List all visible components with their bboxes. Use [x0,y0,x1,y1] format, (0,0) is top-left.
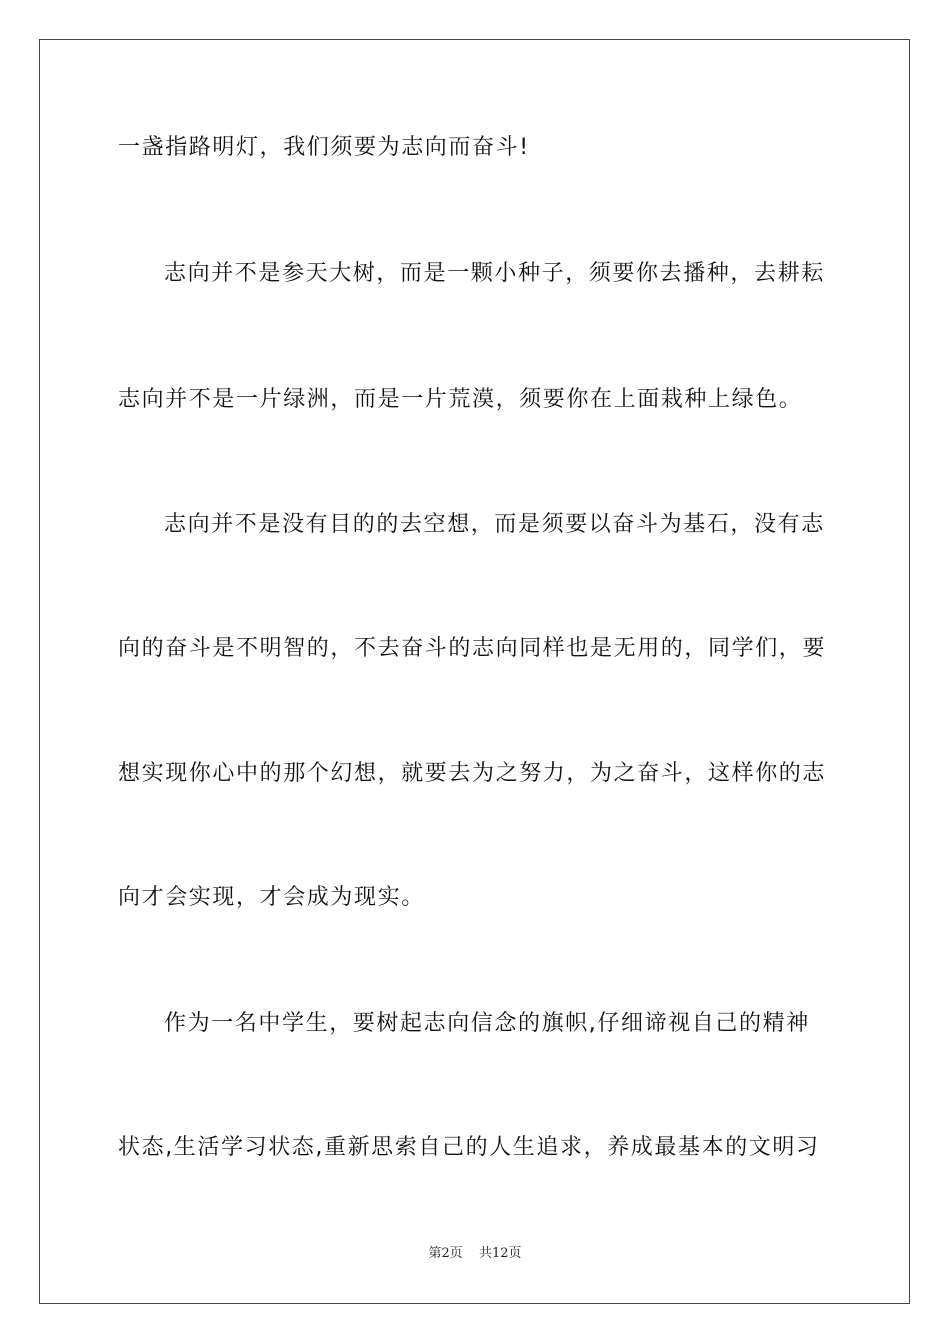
page-footer [0,1245,950,1263]
page-total: 共12页 [478,1246,522,1261]
text-line: 想实现你心中的那个幻想，就要去为之努力，为之奋斗，这样你的志 [118,761,827,786]
text-line: 状态,生活学习状态,重新思索自己的人生追求，养成最基本的文明习 [118,1135,820,1160]
page-number: 第2页 [428,1246,463,1261]
text-line: 一盏指路明灯，我们须要为志向而奋斗! [118,135,530,160]
text-line: 作为一名中学生，要树起志向信念的旗帜,仔细谛视自己的精神 [164,1011,810,1036]
text-line: 向才会实现，才会成为现实。 [118,885,425,910]
text-line: 志向并不是没有目的的去空想，而是须要以奋斗为基石，没有志 [164,512,825,537]
page-border [39,39,910,1304]
text-line: 志向并不是参天大树，而是一颗小种子，须要你去播种，去耕耘 [164,261,825,286]
text-line: 向的奋斗是不明智的，不去奋斗的志向同样也是无用的，同学们，要 [118,636,827,661]
text-line: 志向并不是一片绿洲，而是一片荒漠，须要你在上面栽种上绿色。 [118,387,803,412]
